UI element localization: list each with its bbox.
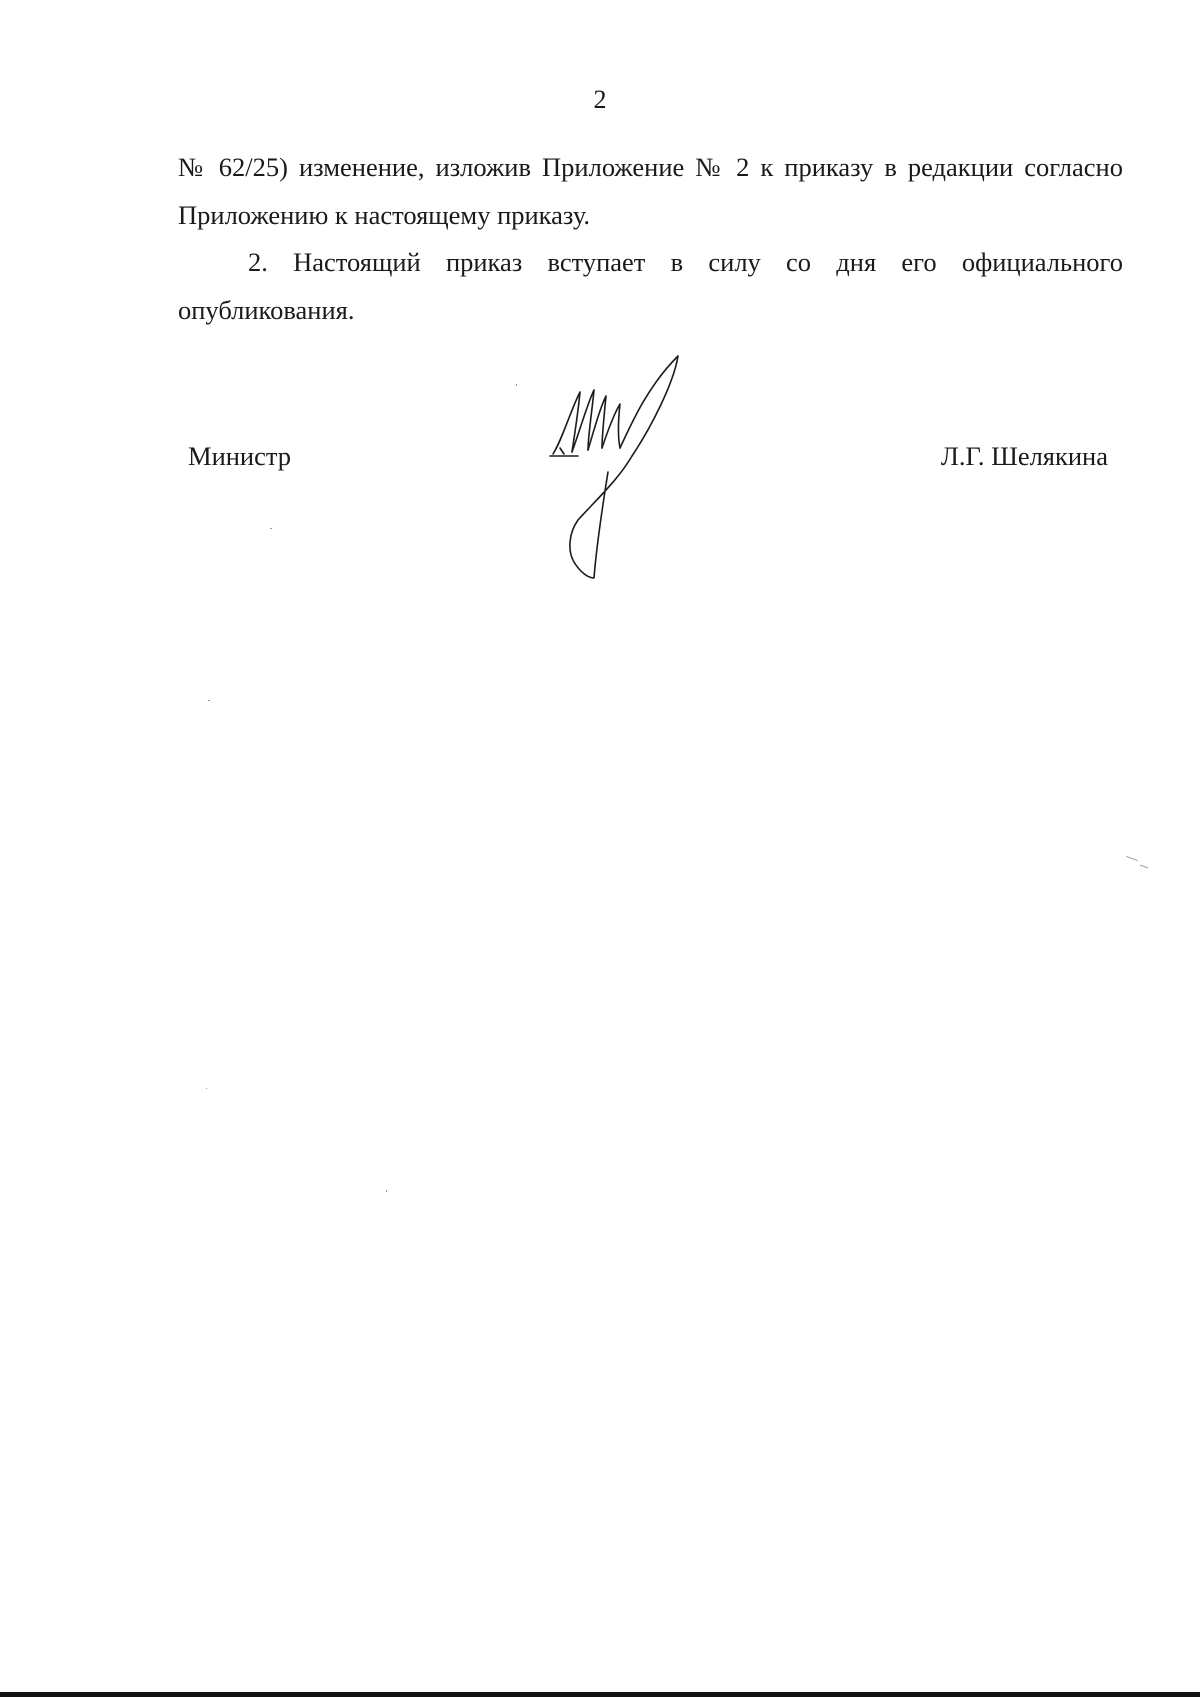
scan-speck — [516, 384, 517, 386]
paragraph-item-2: 2. Настоящий приказ вступает в силу со дня его официального опубликования. — [178, 247, 1123, 325]
signatory-name: Л.Г. Шелякина — [940, 441, 1108, 471]
document-body — [178, 144, 1123, 334]
scan-speck — [270, 528, 272, 529]
handwritten-signature — [548, 352, 688, 582]
scan-speck — [1140, 865, 1148, 869]
scan-speck — [1126, 856, 1138, 861]
paragraph-continuation: № 62/25) изменение, изложив Приложение № 2 к приказу в редакции согласно Приложению к настоящему приказу. — [178, 152, 1123, 230]
signatory-title: Министр — [188, 441, 292, 471]
bottom-border-line — [0, 1692, 1200, 1697]
scan-speck — [206, 1088, 207, 1089]
page-number: 2 — [593, 85, 607, 114]
scan-speck — [386, 1190, 387, 1192]
scan-speck — [208, 700, 210, 701]
